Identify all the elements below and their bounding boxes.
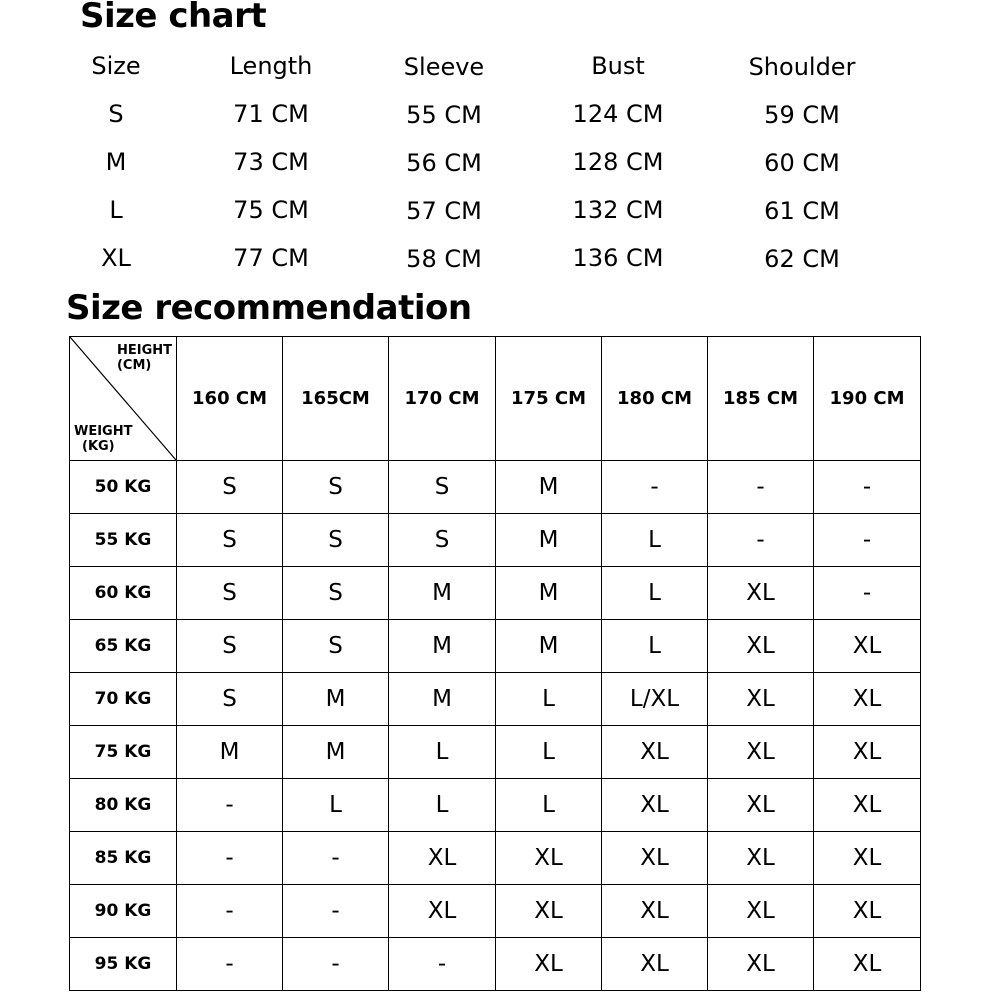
size-cell: M [389,620,496,673]
height-label: HEIGHT [116,343,172,358]
weight-header: 70 KG [70,673,177,726]
height-header: 185 CM [708,337,814,461]
size-cell: L [496,726,602,779]
size-cell: L [389,779,496,832]
weight-header: 55 KG [70,514,177,567]
size-cell: S [177,514,283,567]
height-axis-label [117,343,172,373]
size-chart-cell: 124 CM [572,100,664,128]
size-chart-cell: 55 CM [406,101,482,129]
table-row [70,514,921,567]
size-cell: XL [814,832,921,885]
size-recommendation-table [69,336,921,991]
size-chart-cell: 132 CM [572,196,664,224]
size-cell: XL [708,726,814,779]
weight-label: WEIGHT [74,424,133,439]
size-chart-header: Shoulder [748,53,856,81]
size-chart-header: Sleeve [403,53,485,81]
size-chart-header: Bust [591,52,645,80]
size-cell: S [389,514,496,567]
size-cell: XL [814,779,921,832]
size-cell: - [283,938,389,991]
weight-axis-label [74,424,132,454]
size-cell: S [177,461,283,514]
size-cell: - [814,567,921,620]
size-cell: L [602,514,708,567]
size-cell: XL [708,620,814,673]
size-chart-cell: 57 CM [406,197,482,225]
table-header-row [70,337,921,461]
size-chart-cell: 62 CM [764,245,840,273]
size-cell: XL [496,885,602,938]
size-chart-cell: 56 CM [406,149,482,177]
size-cell: L [496,779,602,832]
height-header: 160 CM [177,337,283,461]
size-cell: XL [602,832,708,885]
corner-cell [70,337,177,461]
size-cell: XL [708,885,814,938]
table-row [70,832,921,885]
size-cell: - [389,938,496,991]
size-cell: XL [708,567,814,620]
size-cell: M [283,673,389,726]
weight-header: 65 KG [70,620,177,673]
size-cell: - [177,832,283,885]
size-cell: XL [708,832,814,885]
size-chart-cell: S [108,100,124,128]
size-cell: - [708,461,814,514]
size-cell: XL [602,938,708,991]
size-cell: XL [814,673,921,726]
height-header: 175 CM [496,337,602,461]
size-cell: - [177,779,283,832]
height-header: 170 CM [389,337,496,461]
size-cell: XL [814,620,921,673]
size-cell: XL [814,938,921,991]
table-row [70,620,921,673]
table-row [70,567,921,620]
size-cell: XL [814,885,921,938]
weight-header: 60 KG [70,567,177,620]
size-cell: - [814,461,921,514]
size-cell: M [496,461,602,514]
size-cell: S [177,620,283,673]
size-recommendation-title: Size recommendation [66,288,472,328]
size-cell: XL [708,673,814,726]
size-cell: M [389,567,496,620]
weight-header: 80 KG [70,779,177,832]
size-chart-header: Length [229,52,313,80]
table-row [70,726,921,779]
size-chart-cell: 60 CM [764,149,840,177]
size-chart-cell: 77 CM [233,244,309,272]
size-chart-cell: XL [101,244,131,272]
size-chart-cell: M [105,148,127,176]
size-cell: - [814,514,921,567]
weight-unit: (KG) [82,439,115,454]
size-chart-header: Size [91,52,141,80]
size-cell: - [177,938,283,991]
size-cell: XL [496,832,602,885]
size-cell: XL [814,726,921,779]
size-cell: L [389,726,496,779]
size-chart-title: Size chart [80,0,267,36]
size-cell: S [283,567,389,620]
size-chart-cell: 59 CM [764,101,840,129]
size-cell: M [389,673,496,726]
table-row [70,673,921,726]
weight-header: 90 KG [70,885,177,938]
height-header: 180 CM [602,337,708,461]
height-header: 190 CM [814,337,921,461]
size-cell: XL [708,938,814,991]
size-cell: S [177,567,283,620]
size-cell: XL [602,726,708,779]
size-cell: - [177,885,283,938]
height-unit: (CM) [116,358,152,373]
weight-header: 50 KG [70,461,177,514]
size-cell: - [283,832,389,885]
size-chart-cell: 58 CM [406,245,482,273]
size-cell: S [283,514,389,567]
size-cell: XL [708,779,814,832]
size-chart-cell: 71 CM [233,100,309,128]
size-cell: XL [496,938,602,991]
table-row [70,779,921,832]
size-cell: - [602,461,708,514]
size-cell: S [283,620,389,673]
size-chart-cell: 61 CM [764,197,840,225]
weight-header: 85 KG [70,832,177,885]
size-cell: M [283,726,389,779]
size-cell: XL [602,779,708,832]
size-chart-cell: 136 CM [572,244,664,272]
size-cell: - [708,514,814,567]
size-cell: XL [389,832,496,885]
size-cell: L [602,620,708,673]
weight-header: 75 KG [70,726,177,779]
size-cell: L [283,779,389,832]
size-cell: L [496,673,602,726]
size-chart-cell: 128 CM [572,148,664,176]
size-cell: L/XL [602,673,708,726]
size-cell: S [283,461,389,514]
weight-header: 95 KG [70,938,177,991]
size-cell: M [496,620,602,673]
table-row [70,938,921,991]
size-chart-cell: 75 CM [233,196,309,224]
height-header: 165CM [283,337,389,461]
size-cell: L [602,567,708,620]
size-cell: XL [389,885,496,938]
table-row [70,461,921,514]
size-chart-cell: L [109,196,123,224]
size-chart-cell: 73 CM [233,148,309,176]
size-cell: S [389,461,496,514]
size-cell: M [496,567,602,620]
size-cell: S [177,673,283,726]
size-cell: XL [602,885,708,938]
table-row [70,885,921,938]
size-cell: M [177,726,283,779]
size-cell: M [496,514,602,567]
size-cell: - [283,885,389,938]
